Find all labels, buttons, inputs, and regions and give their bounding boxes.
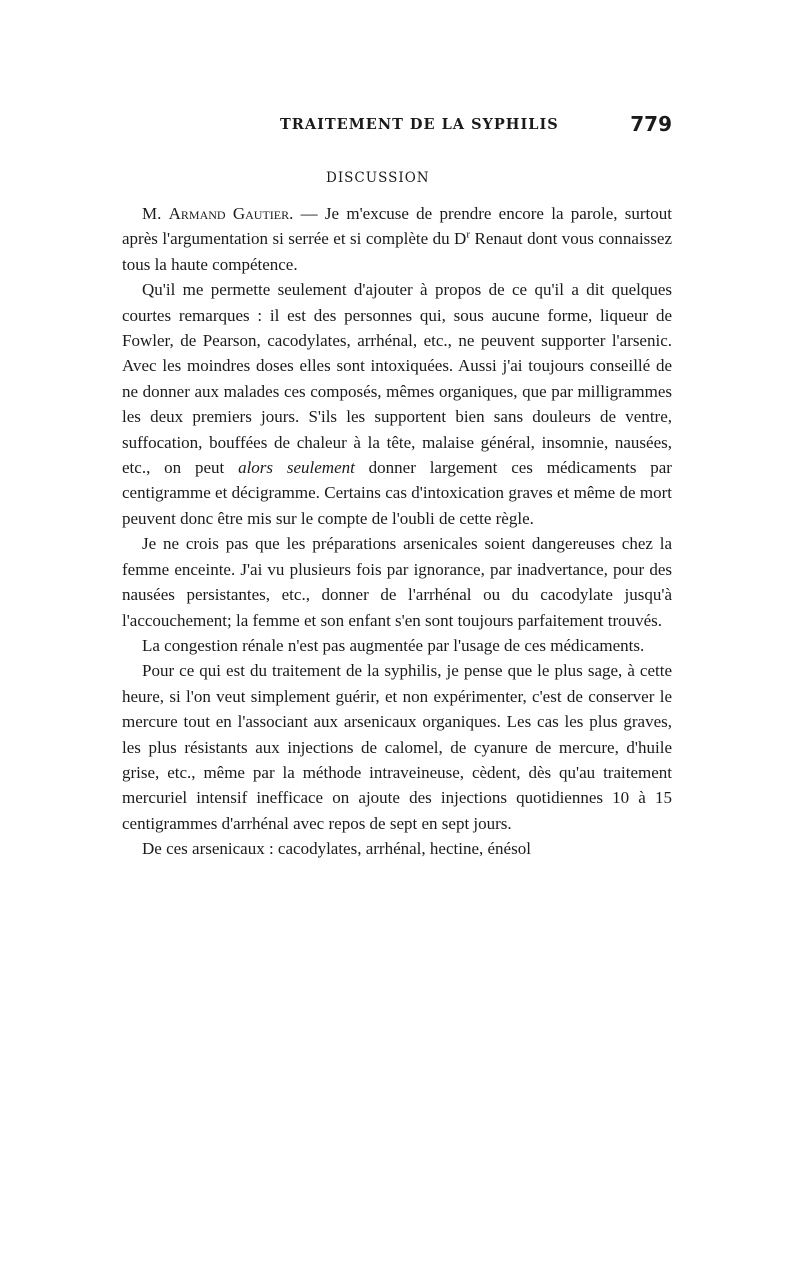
paragraph-2-text-b: donner largement ces médicaments par centigramme et décigramme. Certains cas d'intoxication graves et même de mort peuvent donc être mis sur le compte de l'oubli de cette règle. bbox=[122, 458, 672, 528]
paragraph-2 bbox=[122, 277, 672, 531]
paragraph-1 bbox=[122, 201, 672, 277]
paragraph-1-text-b: Renaut dont vous connaissez tous la haute compétence. bbox=[122, 229, 672, 274]
page-header bbox=[122, 112, 672, 142]
body-text bbox=[122, 201, 672, 862]
paragraph-5: Pour ce qui est du traitement de la syphilis, je pense que le plus sage, à cette heure, si l'on veut simplement guérir, et non expérimenter, c'est de conserver le mercure tout en l'associant aux arsenicaux organiques. Les cas les plus graves, les plus résistants aux injections de calomel, de cyanure de mercure, d'huile grise, etc., même par la méthode intraveineuse, cèdent, dès qu'au traitement mercuriel intensif inefficace on ajoute des injections quotidiennes 10 à 15 centigrammes d'arrhénal avec repos de sept en sept jours. bbox=[122, 661, 672, 833]
paragraph-2-italic: alors seulement bbox=[238, 458, 355, 478]
section-title: DISCUSSION bbox=[326, 170, 430, 186]
paragraph-2-text-a: Qu'il me permette seulement d'ajouter à propos de ce qu'il a dit quelques courtes remarques : il est des personnes qui, sous aucune forme, liqueur de Fowler, de Pearson, cacodylates, arrhénal, etc., ne peuvent supporter l'arsenic. Avec les moindres doses elles sont intoxiquées. Aussi j'ai toujours conseillé de ne donner aux malades ces composés, mêmes organiques, que par milligrammes les deux premiers jours. S'ils les supportent bien sans douleurs de ventre, suffocation, bouffées de chaleur à la tête, malaise général, insomnie, nausées, etc., on peut bbox=[122, 280, 672, 478]
speaker-prefix: M. bbox=[142, 204, 169, 223]
speaker-name: Armand Gautier bbox=[168, 204, 290, 223]
running-title: TRAITEMENT DE LA SYPHILIS bbox=[280, 116, 559, 133]
paragraph-4: La congestion rénale n'est pas augmentée par l'usage de ces médicaments. bbox=[142, 635, 645, 655]
page-number: 779 bbox=[630, 112, 672, 136]
paragraph-3: Je ne crois pas que les préparations arsenicales soient dangereuses chez la femme enceinte. J'ai vu plusieurs fois par ignorance, par inadvertance, pour des nausées persistantes, etc., donner de l'arrhénal ou du cacodylate jusqu'à l'accouchement; la femme et son enfant s'en sont toujours parfaitement trouvés. bbox=[122, 534, 672, 630]
title-superscript: r bbox=[466, 228, 471, 241]
paragraph-6: De ces arsenicaux : cacodylates, arrhénal, hectine, énésol bbox=[142, 839, 531, 859]
paragraph-1-text-a: . — Je m'excuse de prendre encore la parole, surtout après l'argumentation si serrée et si complète du D bbox=[122, 204, 673, 249]
